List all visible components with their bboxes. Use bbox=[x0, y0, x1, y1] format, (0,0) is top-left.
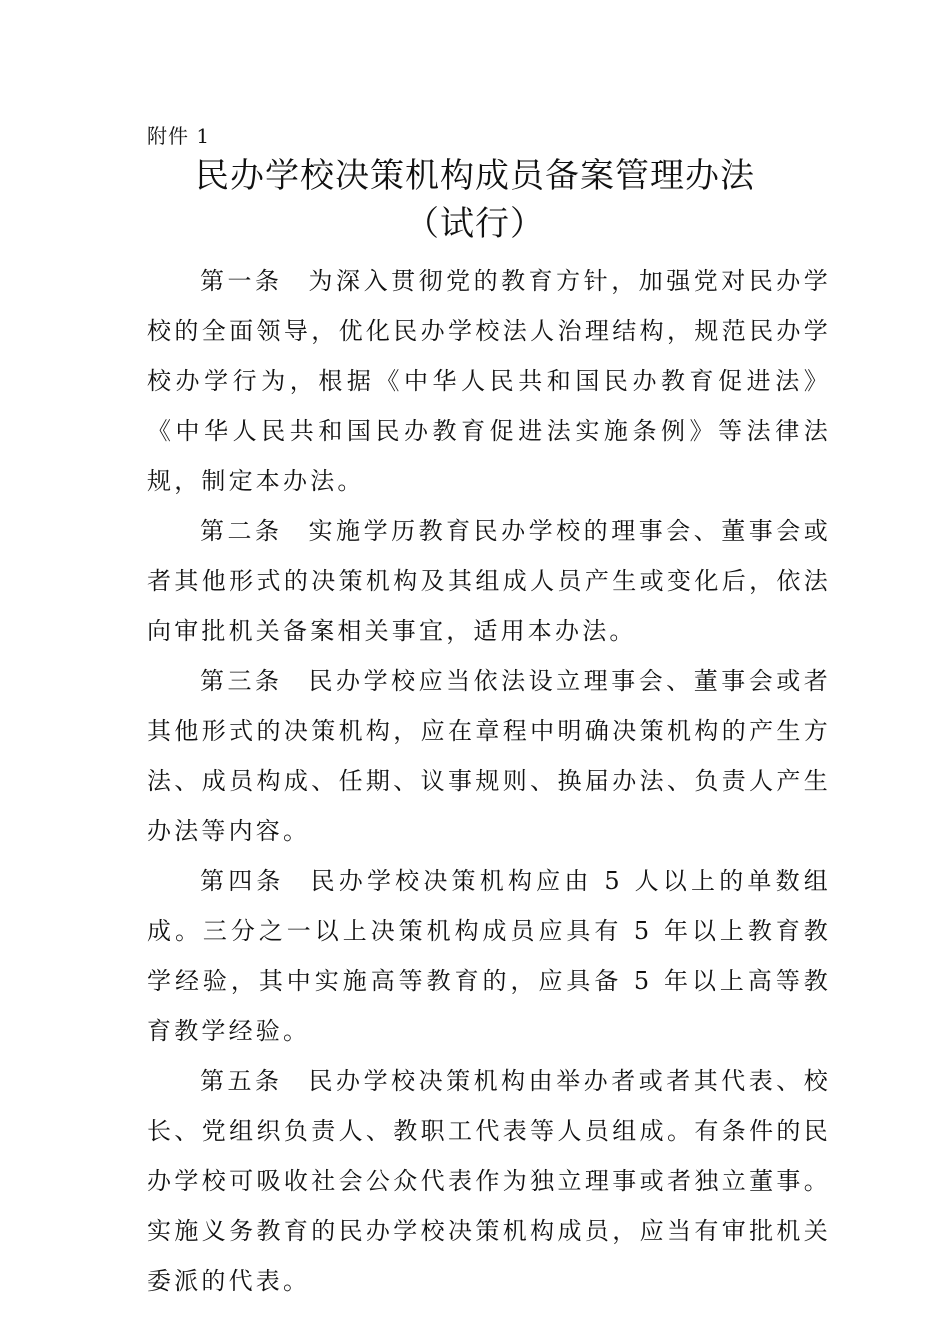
article-heading: 第一条 bbox=[200, 267, 283, 295]
article-heading: 第三条 bbox=[200, 667, 283, 695]
article-list bbox=[147, 256, 831, 1306]
article-text: 实施学历教育民办学校的理事会、董事会或者其他形式的决策机构及其组成人员产生或变化后，依法向审批机关备案相关事宜，适用本办法。 bbox=[147, 517, 831, 645]
article-text: 民办学校决策机构由举办者或者其代表、校长、党组织负责人、教职工代表等人员组成。有条件的民办学校可吸收社会公众代表作为独立理事或者独立董事。实施义务教育的民办学校决策机构成员，应当有审批机关委派的代表。 bbox=[147, 1067, 831, 1295]
article-text: 民办学校应当依法设立理事会、董事会或者其他形式的决策机构，应在章程中明确决策机构的产生方法、成员构成、任期、议事规则、换届办法、负责人产生办法等内容。 bbox=[147, 667, 831, 845]
document-title: 民办学校决策机构成员备案管理办法 bbox=[195, 156, 755, 196]
article-heading: 第五条 bbox=[200, 1067, 283, 1095]
article-4 bbox=[147, 856, 831, 1056]
article-text: 为深入贯彻党的教育方针，加强党对民办学校的全面领导，优化民办学校法人治理结构，规范民办学校办学行为，根据《中华人民共和国民办教育促进法》《中华人民共和国民办教育促进法实施条例》等法律法规，制定本办法。 bbox=[147, 267, 831, 495]
document-subtitle: （试行） bbox=[405, 204, 545, 244]
article-2 bbox=[147, 506, 831, 656]
article-heading: 第二条 bbox=[200, 517, 283, 545]
article-3 bbox=[147, 656, 831, 856]
article-text: 民办学校决策机构应由 5 人以上的单数组成。三分之一以上决策机构成员应具有 5 年以上教育教学经验，其中实施高等教育的，应具备 5 年以上高等教育教学经验。 bbox=[147, 867, 831, 1045]
attachment-label: 附件 1 bbox=[147, 124, 211, 148]
article-5 bbox=[147, 1056, 831, 1306]
article-heading: 第四条 bbox=[200, 867, 285, 895]
article-1 bbox=[147, 256, 831, 506]
